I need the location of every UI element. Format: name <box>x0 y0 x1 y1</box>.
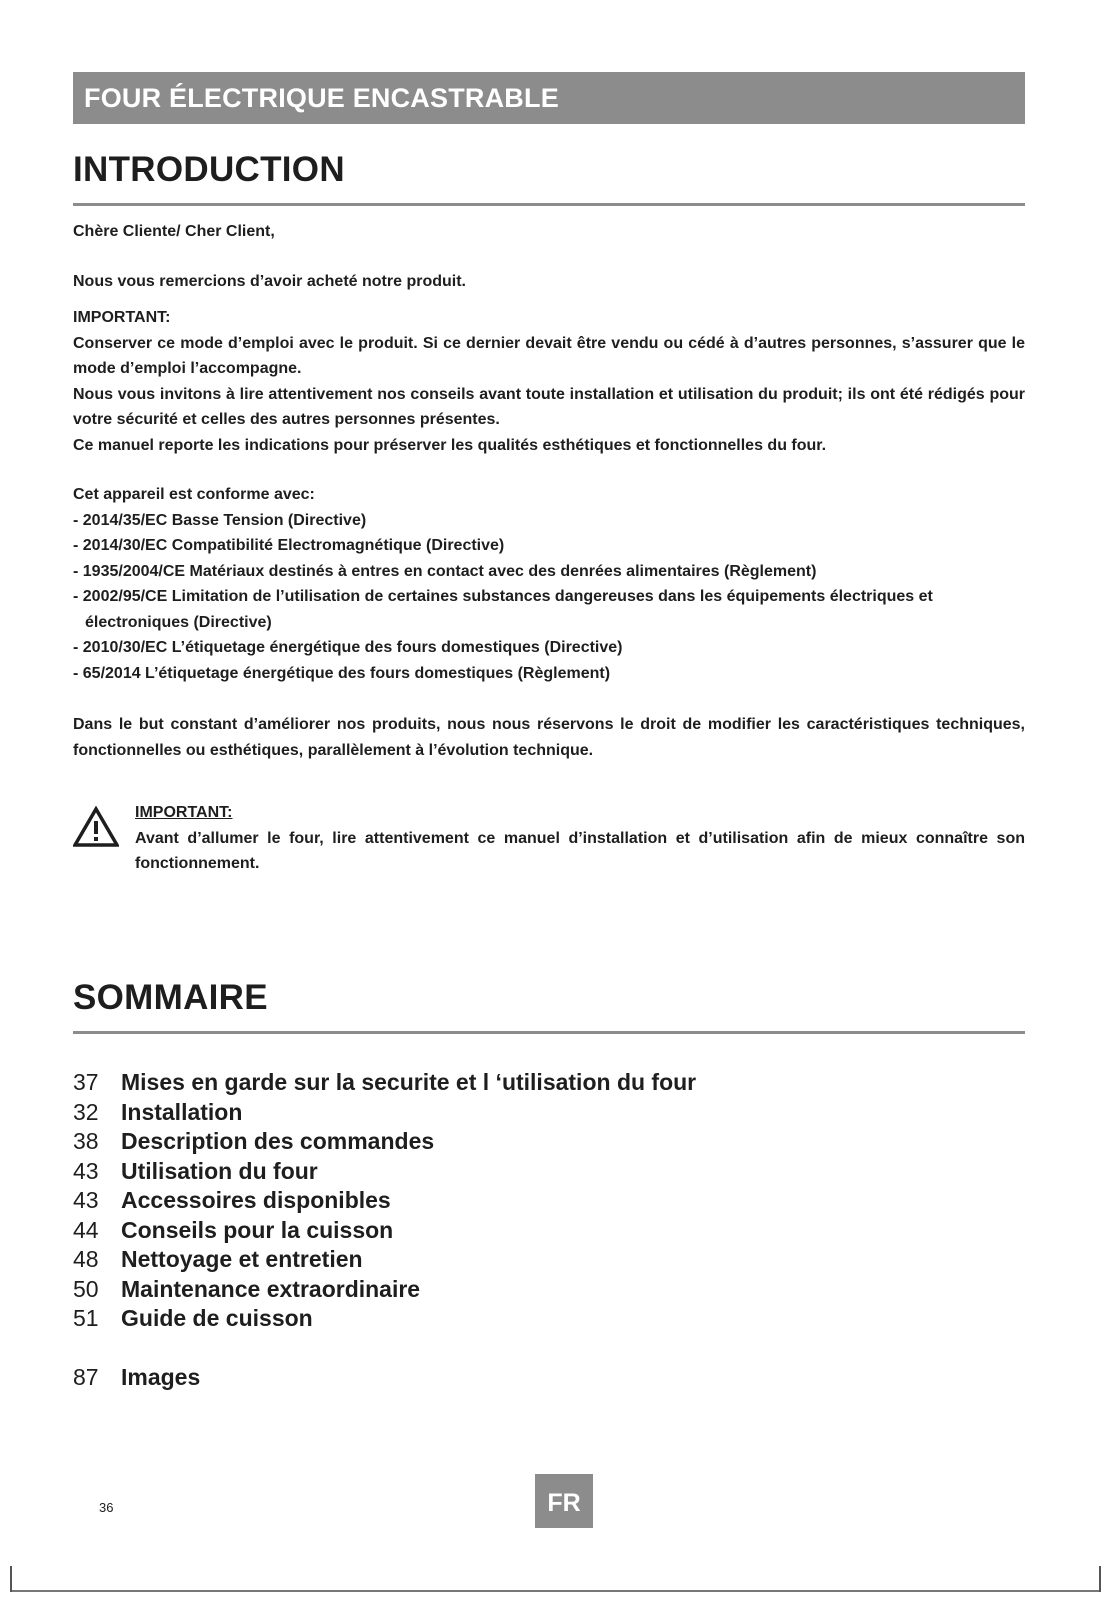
warning-triangle-icon <box>73 806 119 848</box>
paragraph-read-advice: Nous vous invitons à lire attentivement nos conseils avant toute installation et utilisation du produit; ils ont été rédigés pour votre sécurité et celles des autres personnes présentes. <box>73 385 1025 428</box>
warning-text: Avant d’allumer le four, lire attentivement ce manuel d’installation et d’utilisation afin de mieux connaître son fonctionnement. <box>135 829 1025 872</box>
directive-item-continuation: électroniques (Directive) <box>85 613 272 631</box>
toc-label: Mises en garde sur la securite et l ‘utilisation du four <box>121 1069 697 1095</box>
toc-label: Guide de cuisson <box>121 1305 313 1331</box>
conformity-intro: Cet appareil est conforme avec: <box>73 486 315 503</box>
toc-label: Maintenance extraordinaire <box>121 1275 421 1302</box>
toc-page-number: 38 <box>73 1128 99 1154</box>
page-number: 36 <box>99 1500 114 1515</box>
directive-item: - 1935/2004/CE Matériaux destinés à entres en contact avec des denrées alimentaires (Règlement) <box>73 562 817 580</box>
toc-entry <box>73 1186 773 1216</box>
toc-entry-images <box>73 1363 773 1393</box>
important-label: IMPORTANT: <box>73 309 171 326</box>
introduction-rule <box>73 203 1025 206</box>
warning-block <box>135 800 1025 877</box>
summary-title: SOMMAIRE <box>73 978 268 1017</box>
greeting: Chère Cliente/ Cher Client, <box>73 223 275 240</box>
directive-item: - 65/2014 L’étiquetage énergétique des fours domestiques (Règlement) <box>73 664 611 682</box>
toc-page-number: 87 <box>73 1363 99 1390</box>
table-of-contents <box>73 1068 773 1392</box>
paragraph-manual-scope: Ce manuel reporte les indications pour préserver les qualités esthétiques et fonctionnelles du four. <box>73 436 827 454</box>
directive-item: - 2014/35/EC Basse Tension (Directive) <box>73 511 367 529</box>
toc-label: Images <box>121 1363 201 1390</box>
toc-label: Installation <box>121 1098 243 1125</box>
crop-mark-right <box>1099 1566 1101 1592</box>
conformity-block <box>73 482 1025 686</box>
crop-mark-left <box>10 1566 12 1592</box>
toc-entry <box>73 1157 773 1187</box>
directive-item: - 2014/30/EC Compatibilité Electromagnétique (Directive) <box>73 537 505 554</box>
directive-item: - 2002/95/CE Limitation de l’utilisation de certaines substances dangereuses dans les équipements électriques et <box>73 588 933 605</box>
toc-entry <box>73 1245 773 1275</box>
toc-page-number: 51 <box>73 1305 99 1331</box>
improvement-paragraph: Dans le but constant d’améliorer nos produits, nous nous réservons le droit de modifier les caractéristiques techniques, fonctionnelles ou esthétiques, parallèlement à l’évolution technique. <box>73 716 1025 759</box>
directive-item: - 2010/30/EC L’étiquetage énergétique des fours domestiques (Directive) <box>73 639 623 656</box>
introduction-title: INTRODUCTION <box>73 150 345 189</box>
paragraph-keep-manual: Conserver ce mode d’emploi avec le produit. Si ce dernier devait être vendu ou cédé à d’autres personnes, s’assurer que le mode d’emploi l’accompagne. <box>73 334 1025 377</box>
toc-entry <box>73 1098 773 1128</box>
toc-page-number: 43 <box>73 1187 99 1213</box>
toc-page-number: 44 <box>73 1216 99 1243</box>
important-block <box>73 305 1025 458</box>
toc-page-number: 32 <box>73 1098 99 1125</box>
thanks-text: Nous vous remercions d’avoir acheté notre produit. <box>73 273 466 290</box>
toc-label: Conseils pour la cuisson <box>121 1216 394 1243</box>
toc-entry <box>73 1275 773 1305</box>
toc-label: Nettoyage et entretien <box>121 1246 363 1272</box>
toc-label: Utilisation du four <box>121 1157 318 1184</box>
warning-label: IMPORTANT: <box>135 804 233 821</box>
toc-spacer <box>73 1334 773 1363</box>
language-badge: FR <box>535 1474 593 1528</box>
toc-label: Description des commandes <box>121 1128 435 1154</box>
toc-page-number: 50 <box>73 1275 99 1302</box>
toc-entry <box>73 1304 773 1334</box>
document-header: FOUR ÉLECTRIQUE ENCASTRABLE <box>73 72 1025 124</box>
toc-entry <box>73 1127 773 1157</box>
toc-page-number: 43 <box>73 1157 99 1184</box>
toc-page-number: 37 <box>73 1069 99 1095</box>
toc-entry <box>73 1216 773 1246</box>
toc-page-number: 48 <box>73 1246 99 1272</box>
toc-label: Accessoires disponibles <box>121 1187 391 1213</box>
bottom-divider <box>10 1590 1101 1592</box>
summary-rule <box>73 1031 1025 1034</box>
toc-entry <box>73 1068 773 1098</box>
